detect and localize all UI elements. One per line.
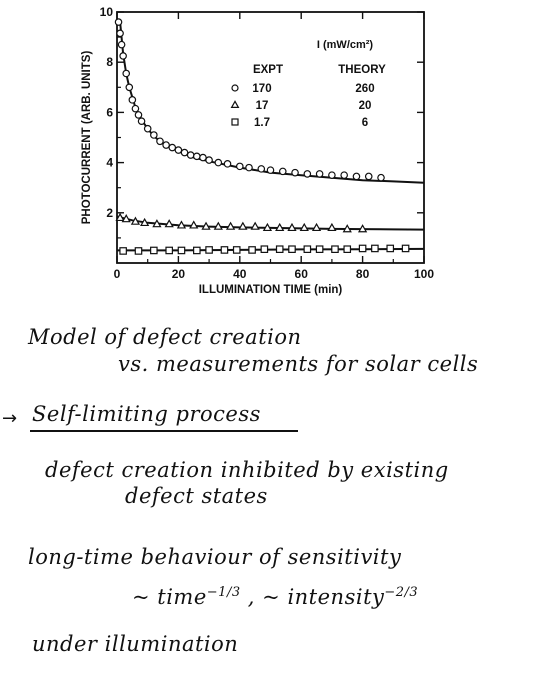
data-point-square (359, 245, 365, 251)
data-point-square (289, 246, 295, 252)
note-defect-creation: defect creation inhibited by existing (45, 458, 449, 482)
theory-curve-2 (117, 217, 424, 230)
legend-marker-square (232, 119, 238, 125)
data-point-square (151, 247, 157, 253)
y-tick-label: 10 (99, 5, 113, 19)
data-point-square (135, 248, 141, 254)
data-point-triangle (301, 224, 308, 230)
data-point-circle (157, 138, 163, 144)
data-point-circle (115, 19, 121, 25)
data-point-circle (304, 171, 310, 177)
data-point-square (249, 247, 255, 253)
legend-theory-value: 260 (355, 83, 375, 95)
data-point-square (194, 247, 200, 253)
data-point-circle (215, 159, 221, 165)
data-point-circle (316, 171, 322, 177)
note-self-limiting: Self-limiting process (32, 402, 261, 426)
data-point-circle (123, 70, 129, 76)
y-tick-label: 8 (106, 55, 113, 70)
photocurrent-chart (0, 0, 542, 300)
data-point-circle (132, 105, 138, 111)
data-point-square (261, 246, 267, 252)
note-long-time: long-time behaviour of sensitivity (28, 545, 402, 569)
data-point-circle (169, 144, 175, 150)
x-axis-label: ILLUMINATION TIME (min) (198, 284, 343, 296)
data-point-circle (366, 173, 372, 179)
data-point-circle (206, 157, 212, 163)
data-point-square (372, 245, 378, 251)
data-point-square (206, 247, 212, 253)
x-tick-label: 100 (413, 267, 435, 281)
data-point-circle (135, 112, 141, 118)
y-tick-label: 2 (106, 205, 113, 220)
data-point-circle (237, 163, 243, 169)
legend-title: I (mW/cm²) (316, 39, 374, 51)
arrow-icon: → (2, 408, 18, 429)
intensity-scaling-text: ~ intensity (262, 585, 385, 609)
data-point-circle (280, 168, 286, 174)
time-exponent: −1/3 (206, 585, 241, 600)
data-point-circle (258, 166, 264, 172)
legend-header-theory: THEORY (338, 64, 386, 76)
data-point-square (304, 246, 310, 252)
data-point-square (120, 248, 126, 254)
x-tick-label: 0 (113, 267, 121, 281)
data-point-triangle (328, 224, 335, 230)
data-point-triangle (227, 223, 234, 229)
legend-expt-value: 1.7 (254, 117, 270, 129)
y-tick-label: 6 (106, 105, 113, 120)
data-point-circle (329, 172, 335, 178)
theory-curve-1 (120, 22, 424, 183)
data-point-square (387, 245, 393, 251)
legend-expt-value: 170 (252, 83, 272, 95)
data-point-triangle (190, 222, 197, 228)
data-point-circle (163, 142, 169, 148)
data-point-square (166, 247, 172, 253)
note-model-title: Model of defect creation (28, 325, 302, 349)
scaling-separator: , (247, 585, 255, 609)
data-point-circle (194, 153, 200, 159)
data-point-circle (267, 167, 273, 173)
chart-root (81, 5, 434, 296)
self-limiting-underline (30, 430, 298, 432)
data-point-square (234, 247, 240, 253)
data-point-circle (175, 147, 181, 153)
data-point-circle (117, 30, 123, 36)
data-point-circle (187, 152, 193, 158)
data-point-circle (151, 132, 157, 138)
note-scaling-law (132, 585, 418, 609)
intensity-exponent: −2/3 (384, 585, 419, 600)
data-point-circle (246, 164, 252, 170)
data-point-circle (353, 173, 359, 179)
data-point-circle (145, 126, 151, 132)
data-point-circle (120, 53, 126, 59)
data-point-circle (378, 174, 384, 180)
data-point-circle (138, 118, 144, 124)
x-tick-label: 80 (355, 267, 370, 281)
data-point-square (402, 245, 408, 251)
data-point-circle (341, 172, 347, 178)
note-model-subtitle: vs. measurements for solar cells (118, 352, 479, 376)
data-point-triangle (239, 223, 246, 229)
note-defect-states: defect states (125, 484, 268, 508)
data-point-square (332, 246, 338, 252)
data-point-circle (292, 169, 298, 175)
legend-theory-value: 20 (358, 100, 372, 112)
legend-theory-value: 6 (361, 117, 369, 129)
time-scaling-text: ~ time (132, 585, 207, 609)
legend-marker-circle (232, 85, 238, 91)
y-tick-label: 4 (106, 155, 113, 170)
data-point-circle (181, 149, 187, 155)
legend-marker-triangle (232, 101, 239, 107)
x-tick-label: 40 (233, 267, 247, 281)
x-tick-label: 60 (294, 267, 308, 281)
note-under-illumination: under illumination (32, 632, 239, 656)
plot-frame (117, 12, 424, 263)
data-point-circle (224, 161, 230, 167)
legend-header-expt: EXPT (252, 64, 284, 76)
data-point-circle (200, 154, 206, 160)
x-tick-label: 20 (171, 267, 186, 281)
legend-expt-value: 17 (255, 100, 269, 112)
data-point-circle (126, 84, 132, 90)
data-point-square (344, 246, 350, 252)
data-point-triangle (313, 224, 320, 230)
data-point-square (178, 247, 184, 253)
data-point-square (277, 246, 283, 252)
data-point-circle (129, 97, 135, 103)
data-point-triangle (252, 223, 259, 229)
y-axis-label: PHOTOCURRENT (ARB. UNITS) (81, 50, 93, 225)
data-point-square (316, 246, 322, 252)
data-point-circle (118, 41, 124, 47)
data-point-square (221, 247, 227, 253)
